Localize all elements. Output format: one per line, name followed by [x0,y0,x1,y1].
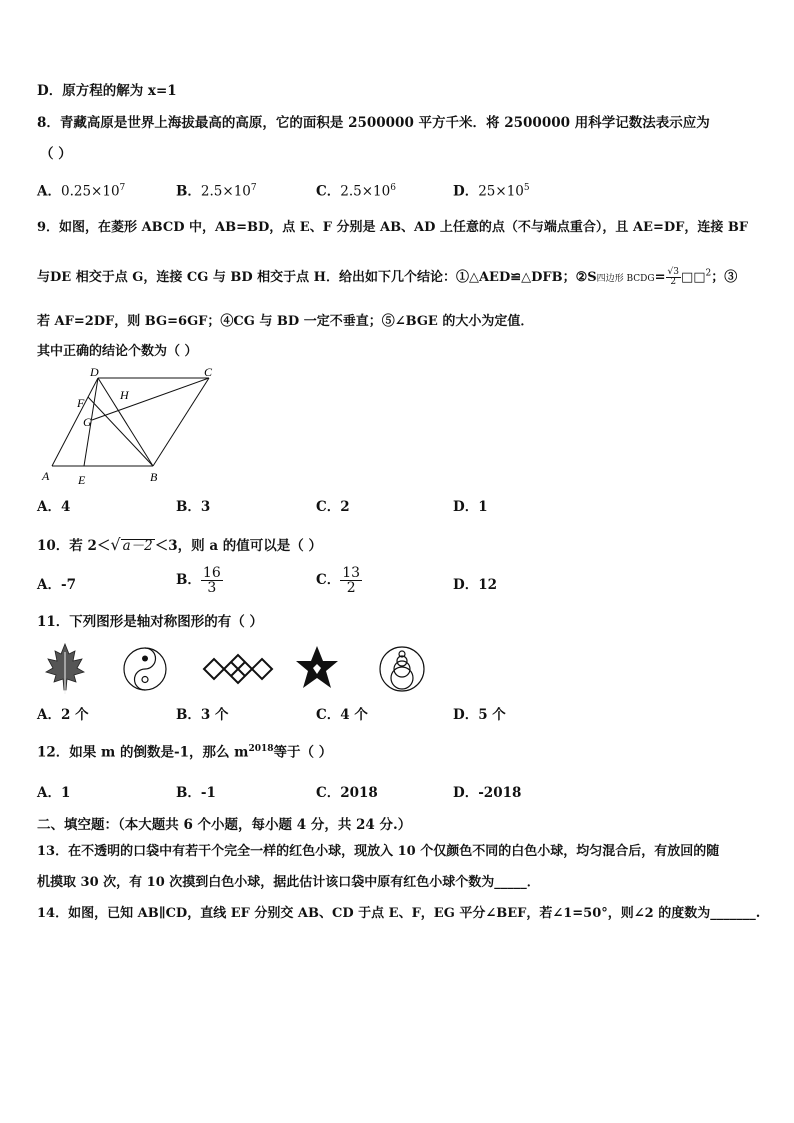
q8-answer-bracket: （ ） [40,146,72,162]
q8-option-a: A．$0.25\times 10^7$ [37,183,126,200]
q9-stem-line2: 与DE 相交于点 G，连接 CG 与 BD 相交于点 H．给出如下几个结论：①△AED≌△DFB；②S四边形 BCDG= $\frac{√3}{2}$ □□$^2$；③ [37,267,738,287]
q8-option-c: C．$2.5\times 10^6$ [316,183,396,200]
q9-stem-line3: 若 AF=2DF，则 BG=6GF；④CG 与 BD 一定不垂直；⑤∠BGE 的大小为定值． [37,314,534,329]
q9-label-a: A [42,469,50,483]
q9-label-e: E [78,473,86,487]
q12-option-a: A．1 [37,785,71,801]
yin-yang-icon [122,646,168,692]
q11-option-c: C．4 个 [316,707,368,723]
q9-rhombus-figure [36,364,226,488]
q7-option-d: D．原方程的解为 x=1 [37,83,177,99]
q11-option-a: A．2 个 [37,707,89,723]
q11-option-b: B．3 个 [176,707,229,723]
nested-circles-icon [378,644,426,694]
star-pentagon-icon [294,644,340,692]
q9-label-f: F [77,396,85,410]
q9-stem-line1: 9．如图，在菱形 ABCD 中，AB=BD，点 E、F 分别是 AB、AD 上任意的点（不与端点重合），且 AE=DF，连接 BF [37,220,749,235]
q14-stem: 14．如图，已知 AB∥CD，直线 EF 分别交 AB、CD 于点 E、F，EG 平分∠BEF，若∠1=50°，则∠2 的度数为_______. [37,906,761,921]
q12-option-c: C．2018 [316,785,378,801]
q9-label-c: C [204,365,213,379]
q12-stem: 12．如果 m 的倒数是-1，那么 $m^{2018}$等于（ ） [37,744,333,761]
q9-label-h: H [120,388,129,402]
q9-label-b: B [150,470,158,484]
q9-option-b: B．3 [176,499,211,515]
q9-label-g: G [83,415,92,429]
q10-option-b: B． $\frac{16}{3}$ [176,565,221,596]
q9-option-d: D．1 [453,499,488,515]
q10-option-d: D．12 [453,577,497,593]
section-heading: 二、填空题：（本大题共 6 个小题，每小题 4 分，共 24 分.） [37,817,412,833]
q13-stem-line2: 机摸取 30 次，有 10 次摸到白色小球，据此估计该口袋中原有红色小球个数为_____． [37,875,540,890]
q11-option-d: D．5 个 [453,707,506,723]
maple-leaf-icon [44,642,86,696]
q9-label-d: D [90,365,99,379]
q12-option-d: D．-2018 [453,785,522,801]
q9-option-a: A．4 [37,499,71,515]
q10-option-a: A．-7 [37,577,76,593]
q10-stem: 10．若 2＜√ a－2 ＜3，则 a 的值可以是（ ） [37,535,322,554]
q10-option-c: C． $\frac{13}{2}$ [316,565,361,596]
q11-figure-strip [38,640,426,698]
q9-option-c: C．2 [316,499,350,515]
chinese-knot-icon [200,648,276,690]
q12-option-b: B．-1 [176,785,216,801]
q8-stem: 8．青藏高原是世界上海拔最高的高原，它的面积是 2500000 平方千米．将 2500000 用科学记数法表示应为 [37,115,710,131]
q9-question: 其中正确的结论个数为（ ） [37,344,198,359]
q13-stem-line1: 13．在不透明的口袋中有若干个完全一样的红色小球，现放入 10 个仅颜色不同的白色小球，均匀混合后，有放回的随 [37,844,720,859]
q8-option-b: B．$2.5\times 10^7$ [176,183,257,200]
q8-option-d: D．$25\times 10^5$ [453,183,530,200]
q11-stem: 11．下列图形是轴对称图形的有（ ） [37,614,263,630]
